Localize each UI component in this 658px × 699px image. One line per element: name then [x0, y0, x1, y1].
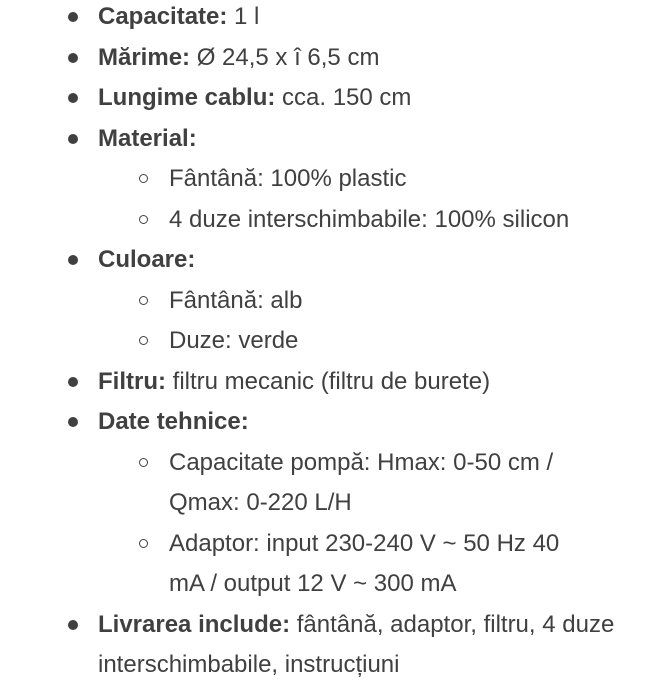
spec-value: Ø 24,5 x î 6,5 cm [190, 43, 380, 71]
spec-value: cca. 150 cm [275, 84, 412, 111]
bullet-circle-icon [139, 215, 148, 224]
spec-value: filtru mecanic (filtru de burete) [165, 367, 491, 395]
spec-label: Mărime: [98, 43, 191, 71]
bullet-disc-icon [68, 93, 78, 103]
spec-label: Material: [98, 124, 197, 152]
sub-list-item [0, 524, 640, 605]
spec-sub-list [0, 159, 640, 240]
spec-item-date-tehnice [0, 402, 640, 605]
bullet-disc-icon [68, 255, 78, 265]
spec-label: Lungime cablu: [98, 84, 276, 111]
sub-item-text: Adaptor: input 230-240 V ~ 50 Hz 40 mA / output 12 V ~ 300 mA [169, 529, 560, 597]
spec-item-culoare [0, 240, 640, 362]
sub-list-item [0, 281, 640, 322]
sub-item-text: Capacitate pompă: Hmax: 0-50 cm / Qmax: 0-220 L/H [169, 448, 554, 516]
spec-label: Filtru: [98, 367, 166, 395]
bullet-circle-icon [139, 458, 148, 467]
spec-item-capacitate [0, 0, 640, 38]
sub-item-text: Fântână: 100% plastic [169, 165, 407, 192]
bullet-disc-icon [68, 53, 78, 63]
sub-list-item [0, 200, 640, 241]
sub-item-text: Fântână: alb [169, 286, 303, 314]
bullet-disc-icon [68, 12, 78, 22]
spec-item-marime [0, 38, 640, 79]
spec-item-filtru [0, 362, 640, 403]
spec-value: 1 l [227, 3, 260, 30]
sub-list-item [0, 321, 640, 362]
spec-label: Culoare: [98, 246, 196, 273]
spec-label: Capacitate: [98, 3, 228, 30]
sub-item-text: Duze: verde [169, 327, 299, 354]
spec-item-material [0, 119, 640, 241]
spec-label: Livrarea include: [98, 610, 291, 638]
spec-sub-list [0, 281, 640, 362]
spec-label: Date tehnice: [98, 408, 249, 435]
spec-sub-list [0, 443, 640, 605]
bullet-circle-icon [139, 336, 148, 345]
spec-item-livrarea-include [0, 605, 640, 686]
spec-value: fântână, adaptor, filtru, 4 duze interschimbabile, instrucțiuni [98, 610, 615, 678]
bullet-circle-icon [139, 296, 148, 305]
bullet-disc-icon [68, 620, 78, 630]
spec-item-lungime-cablu [0, 78, 640, 119]
sub-list-item [0, 159, 640, 200]
bullet-circle-icon [139, 174, 148, 183]
sub-list-item [0, 443, 640, 524]
bullet-disc-icon [68, 377, 78, 387]
bullet-disc-icon [68, 417, 78, 427]
sub-item-text: 4 duze interschimbabile: 100% silicon [169, 205, 570, 233]
bullet-disc-icon [68, 134, 78, 144]
bullet-circle-icon [139, 539, 148, 548]
